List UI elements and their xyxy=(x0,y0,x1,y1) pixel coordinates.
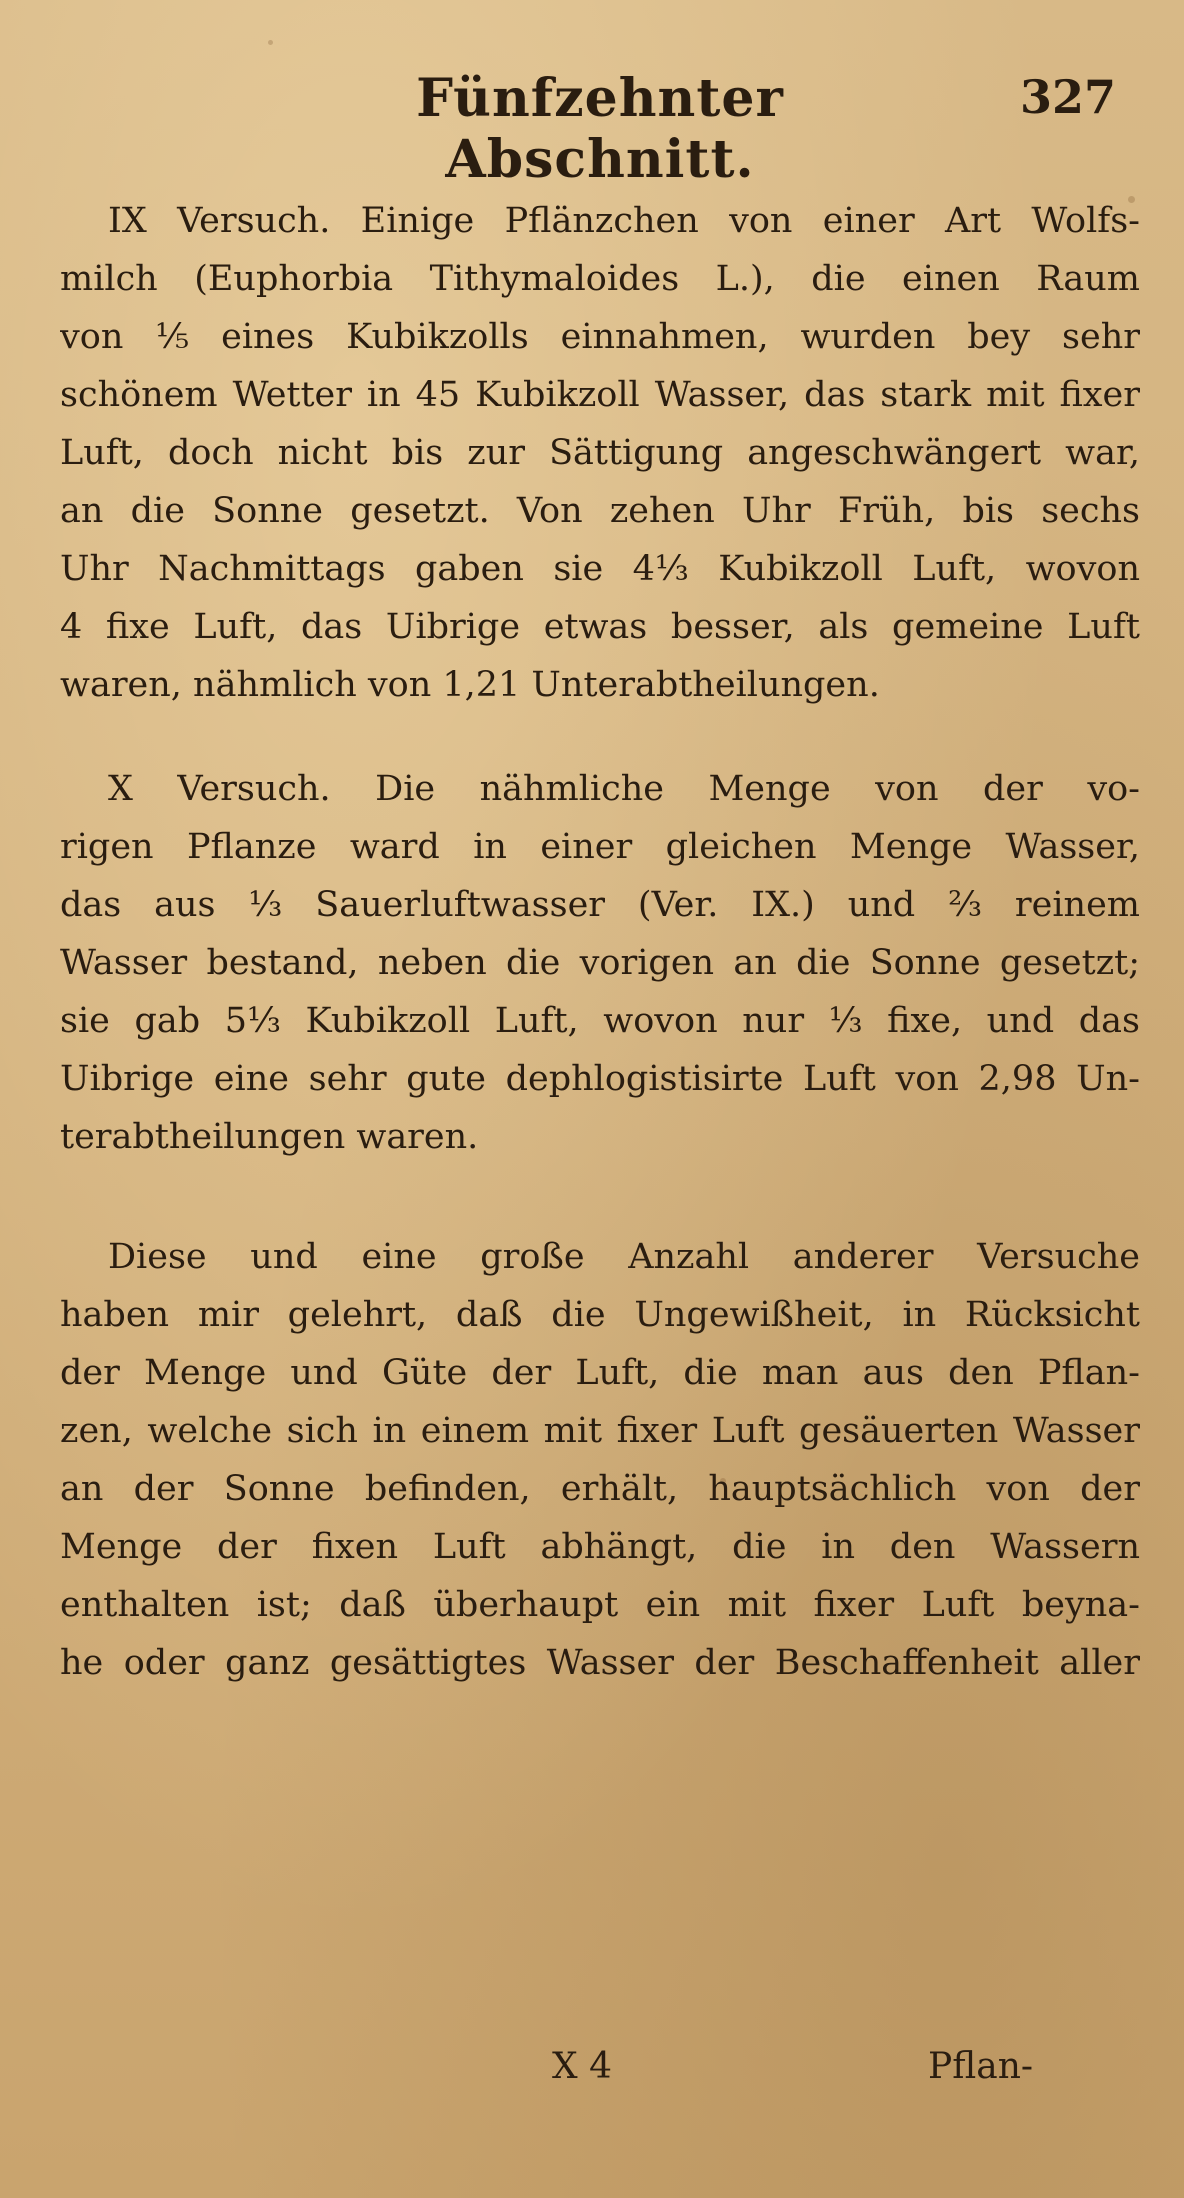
signature-mark: X 4 xyxy=(552,2046,612,2087)
text-line: haben mir gelehrt, daß die Ungewißheit, in Rücksicht xyxy=(60,1295,1140,1335)
text-line: an der Sonne befinden, erhält, hauptsächlich von der xyxy=(60,1469,1140,1509)
text-line: IX Versuch. Einige Pflänzchen von einer Art Wolfs- xyxy=(108,201,1140,241)
text-line: enthalten ist; daß überhaupt ein mit fixer Luft beyna- xyxy=(60,1585,1140,1625)
text-line: terabtheilungen waren. xyxy=(60,1117,479,1157)
text-line: von ⅕ eines Kubikzolls einnahmen, wurden bey sehr xyxy=(60,317,1140,357)
paragraph-experiment-x xyxy=(60,760,1140,1166)
text-line: 4 fixe Luft, das Uibrige etwas besser, als gemeine Luft xyxy=(60,607,1140,647)
text-line: rigen Pflanze ward in einer gleichen Menge Wasser, xyxy=(60,827,1140,867)
paper-stain xyxy=(268,40,273,45)
text-line: zen, welche sich in einem mit fixer Luft gesäuerten Wasser xyxy=(60,1411,1140,1451)
text-line: schönem Wetter in 45 Kubikzoll Wasser, das stark mit fixer xyxy=(60,375,1140,415)
text-line: Uibrige eine sehr gute dephlogistisirte Luft von 2,98 Un- xyxy=(60,1059,1140,1099)
text-line: milch (Euphorbia Tithymaloides L.), die einen Raum xyxy=(60,259,1140,299)
text-line: sie gab 5⅓ Kubikzoll Luft, wovon nur ⅓ fixe, und das xyxy=(60,1001,1140,1041)
text-line: waren, nähmlich von 1,21 Unterabtheilungen. xyxy=(60,665,880,705)
text-line: der Menge und Güte der Luft, die man aus den Pflan- xyxy=(60,1353,1140,1393)
text-line: Diese und eine große Anzahl anderer Versuche xyxy=(108,1237,1140,1277)
text-line: das aus ⅓ Sauerluftwasser (Ver. IX.) und ⅔ reinem xyxy=(60,885,1140,925)
page-number: 327 xyxy=(1020,70,1117,124)
text-line: he oder ganz gesättigtes Wasser der Beschaffenheit aller xyxy=(60,1643,1140,1683)
paragraph-experiment-ix xyxy=(60,192,1140,714)
catchword: Pflan- xyxy=(928,2046,1034,2087)
text-line: Uhr Nachmittags gaben sie 4⅓ Kubikzoll Luft, wovon xyxy=(60,549,1140,589)
paragraph-conclusion xyxy=(60,1228,1140,1692)
running-title: Fünfzehnter Abschnitt. xyxy=(416,68,784,190)
text-line: Luft, doch nicht bis zur Sättigung angeschwängert war, xyxy=(60,433,1140,473)
text-line: Menge der fixen Luft abhängt, die in den Wassern xyxy=(60,1527,1140,1567)
body-text xyxy=(60,192,1140,1738)
text-line: Wasser bestand, neben die vorigen an die Sonne gesetzt; xyxy=(60,943,1140,983)
text-line: an die Sonne gesetzt. Von zehen Uhr Früh, bis sechs xyxy=(60,491,1140,531)
page-header xyxy=(0,68,1184,190)
page-footer xyxy=(0,2046,1184,2106)
text-line: X Versuch. Die nähmliche Menge von der vo- xyxy=(108,769,1140,809)
